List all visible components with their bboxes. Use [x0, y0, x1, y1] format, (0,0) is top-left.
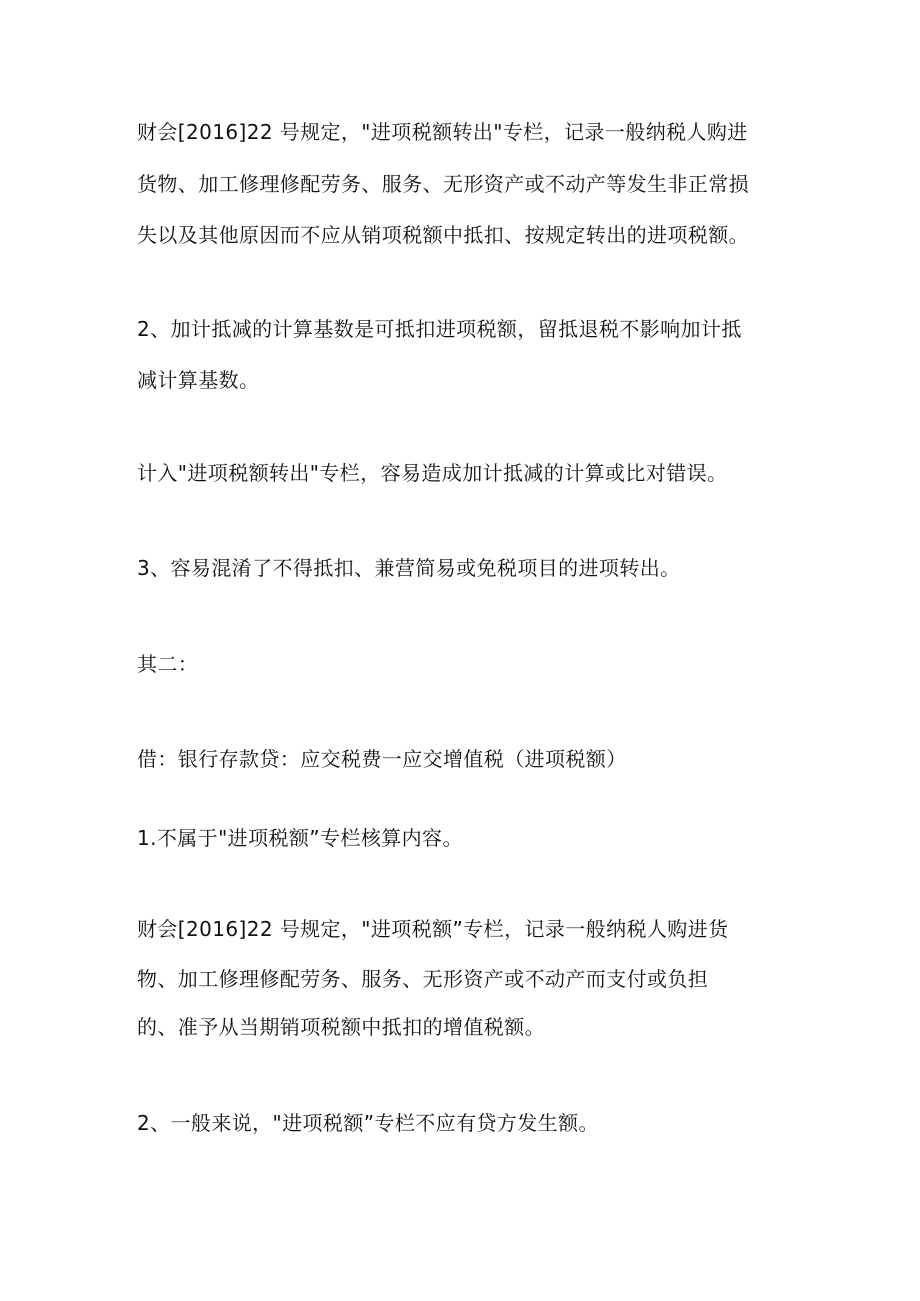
paragraph-2-line-2: 减计算基数。 [137, 368, 260, 392]
paragraph-8-line-2: 物、加工修理修配劳务、服务、无形资产或不动产而支付或负担 [137, 967, 709, 991]
paragraph-1-line-1: 财会[2016]22 号规定，"进项税额转出"专栏，记录一般纳税人购进 [137, 120, 748, 144]
paragraph-8-line-1: 财会[2016]22 号规定，"进项税额”专栏，记录一般纳税人购进货 [137, 917, 729, 941]
paragraph-3-line-1: 计入"进项税额转出"专栏，容易造成加计抵减的计算或比对错误。 [137, 461, 728, 485]
paragraph-7-line-1: 1.不属于"进项税额”专栏核算内容。 [137, 826, 463, 850]
paragraph-9-line-1: 2、一般来说，"进项税额”专栏不应有贷方发生额。 [137, 1111, 599, 1135]
paragraph-1-line-3: 失以及其他原因而不应从销项税额中抵扣、按规定转出的进项税额。 [137, 223, 749, 247]
paragraph-5-line-1: 其二： [137, 652, 199, 676]
paragraph-6-line-1: 借：银行存款贷：应交税费一应交增值税（进项税额） [137, 747, 627, 771]
paragraph-4-line-1: 3、容易混淆了不得抵扣、兼营简易或免税项目的进项转出。 [137, 556, 681, 580]
paragraph-2-line-1: 2、加计抵减的计算基数是可抵扣进项税额，留抵退税不影响加计抵 [137, 317, 742, 341]
paragraph-1-line-2: 货物、加工修理修配劳务、服务、无形资产或不动产等发生非正常损 [137, 172, 749, 196]
paragraph-8-line-3: 的、准予从当期销项税额中抵扣的增值税额。 [137, 1015, 545, 1039]
